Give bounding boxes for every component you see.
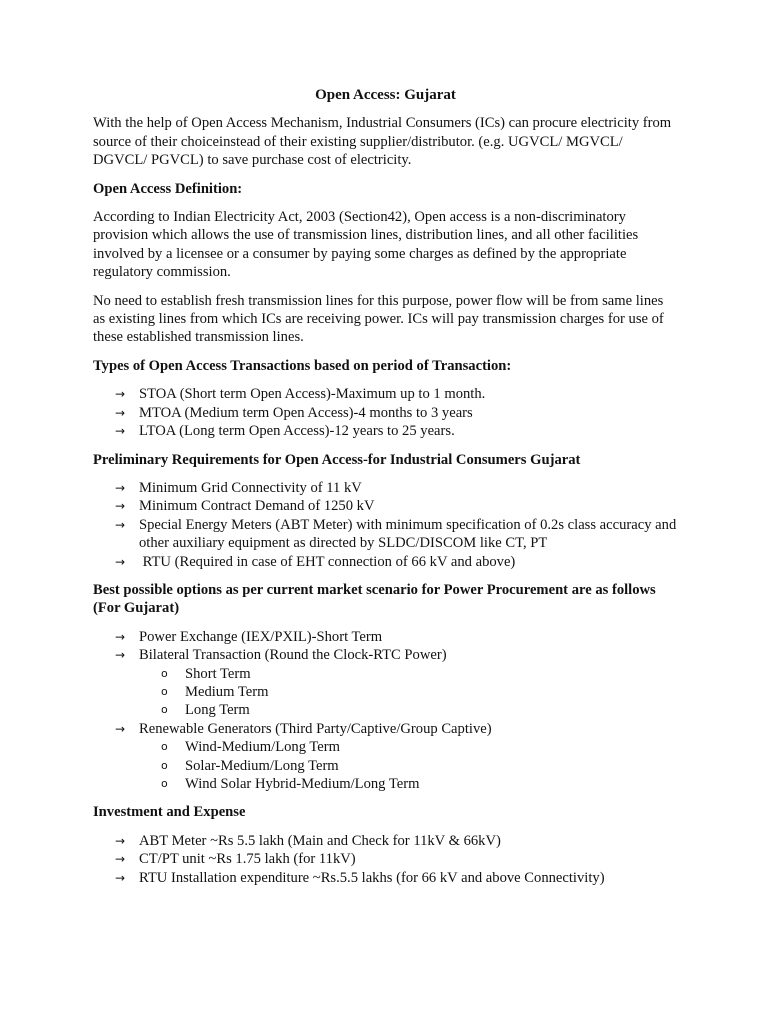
list-item: → CT/PT unit ~Rs 1.75 lakh (for 11kV)	[115, 851, 356, 868]
list-item: → Renewable Generators (Third Party/Captive/Group Captive)	[115, 720, 492, 737]
list-item: → Minimum Grid Connectivity of 11 kV	[115, 479, 362, 496]
page-title: Open Access: Gujarat	[315, 87, 456, 103]
intro-paragraph: With the help of Open Access Mechanism, Industrial Consumers (ICs) can procure electricity from source of their choiceinstead of their existing supplier/distributor. (e.g. UGVCL/ MGVCL/ DGVCL/ PGVCL) to save purchase cost of electricity.	[93, 115, 672, 169]
bilateral-sublist	[93, 665, 678, 720]
arrow-bullet-icon: →	[115, 387, 126, 402]
arrow-bullet-icon: →	[115, 833, 126, 848]
list-item: → Power Exchange (IEX/PXIL)-Short Term	[115, 628, 383, 645]
sub-list-item: o Medium Term	[161, 683, 269, 700]
list-item: → Bilateral Transaction (Round the Clock-RTC Power)	[115, 647, 447, 664]
list-item: → Minimum Contract Demand of 1250 kV	[115, 498, 375, 515]
arrow-bullet-icon: →	[115, 554, 126, 569]
arrow-bullet-icon: →	[115, 870, 126, 885]
list-item: → RTU Installation expenditure ~Rs.5.5 lakhs (for 66 kV and above Connectivity)	[115, 869, 605, 886]
options-heading: Best possible options as per current market scenario for Power Procurement are as follows (For Gujarat)	[93, 581, 656, 617]
requirements-list	[93, 479, 678, 571]
sub-list-item: o Wind-Medium/Long Term	[161, 739, 340, 756]
list-item: → RTU (Required in case of EHT connection of 66 kV and above)	[115, 553, 516, 570]
requirements-heading: Preliminary Requirements for Open Access-for Industrial Consumers Gujarat	[93, 451, 581, 468]
transmission-paragraph: No need to establish fresh transmission lines for this purpose, power flow will be from same lines as existing lines from which ICs are receiving power. ICs will pay transmission charges for use of these established transmission lines.	[93, 292, 664, 346]
definition-paragraph: According to Indian Electricity Act, 2003 (Section42), Open access is a non-discriminatory provision which allows the use of transmission lines, distribution lines, and all other facilities involved by a licensee or a consumer by paying some charges as defined by the appropriate regulatory commission.	[93, 209, 639, 281]
arrow-bullet-icon: →	[115, 405, 126, 420]
circle-bullet-icon: o	[161, 758, 168, 772]
sub-list-item: o Short Term	[161, 665, 251, 682]
definition-heading: Open Access Definition:	[93, 180, 243, 197]
options-list	[93, 628, 678, 794]
investment-heading: Investment and Expense	[93, 804, 246, 821]
circle-bullet-icon: o	[161, 666, 168, 680]
types-heading: Types of Open Access Transactions based on period of Transaction:	[93, 357, 512, 374]
sublist-container	[93, 738, 678, 793]
arrow-bullet-icon: →	[115, 424, 126, 439]
arrow-bullet-icon: →	[115, 499, 126, 514]
list-item: → STOA (Short term Open Access)-Maximum up to 1 month.	[115, 386, 486, 403]
arrow-bullet-icon: →	[115, 721, 126, 736]
arrow-bullet-icon: →	[115, 517, 126, 532]
arrow-bullet-icon: →	[115, 629, 126, 644]
list-item: → Special Energy Meters (ABT Meter) with minimum specification of 0.2s class accuracy and other auxiliary equipment as directed by SLDC/DISCOM like CT, PT	[115, 516, 677, 552]
arrow-bullet-icon: →	[115, 648, 126, 663]
types-list	[93, 385, 678, 440]
sub-list-item: o Wind Solar Hybrid-Medium/Long Term	[161, 776, 420, 792]
list-item: → ABT Meter ~Rs 5.5 lakh (Main and Check for 11kV & 66kV)	[115, 832, 501, 849]
list-item: → LTOA (Long term Open Access)-12 years to 25 years.	[115, 423, 455, 440]
arrow-bullet-icon: →	[115, 480, 126, 495]
arrow-bullet-icon: →	[115, 852, 126, 867]
circle-bullet-icon: o	[161, 740, 168, 754]
sub-list-item: o Solar-Medium/Long Term	[161, 757, 339, 774]
sublist-container	[93, 665, 678, 720]
circle-bullet-icon: o	[161, 703, 168, 717]
renewable-sublist	[93, 738, 678, 793]
circle-bullet-icon: o	[161, 684, 168, 698]
list-item: → MTOA (Medium term Open Access)-4 months to 3 years	[115, 404, 473, 421]
investment-list	[93, 832, 678, 887]
circle-bullet-icon: o	[161, 777, 168, 790]
sub-list-item: o Long Term	[161, 702, 250, 719]
